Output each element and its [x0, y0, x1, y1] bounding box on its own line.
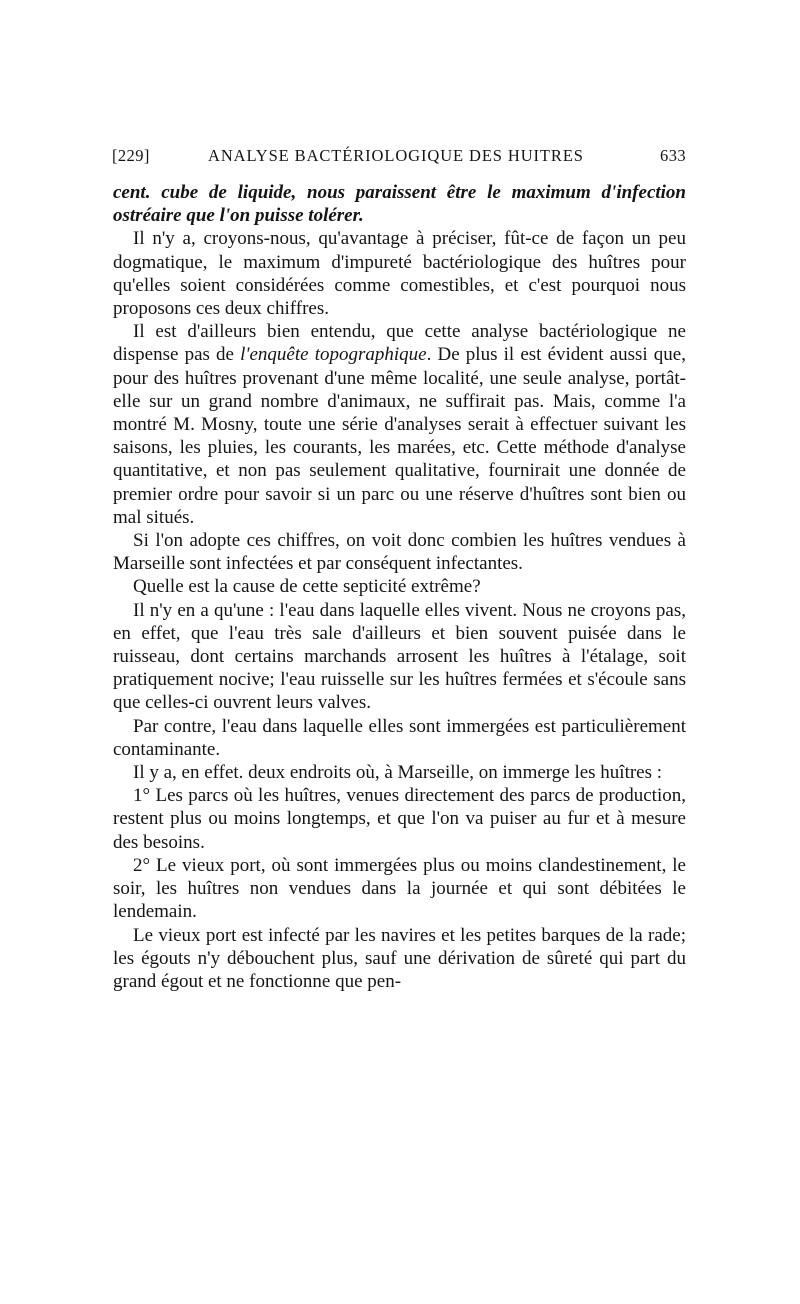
list-item: 2° Le vieux port, où sont immergées plus ou moins clandestinement, le soir, les huîtres non vendues dans la journée et qui sont débitées le lendemain. — [113, 854, 686, 923]
page-reference: [229] — [112, 146, 150, 165]
paragraph: Par contre, l'eau dans laquelle elles sont immergées est particulièrement contaminante. — [113, 715, 686, 760]
paragraph-text: . De plus il est évident aussi que, pour des huîtres provenant d'une même localité, une seule analyse, portât-elle sur un grand nombre d'animaux, ne suffirait pas. Mais, comme l'a montré M. Mosny, toute une série d'analyses serait à effectuer suivant les saisons, les pluies, les courants, les marées, etc. Cette méthode d'analyse quantitative, et non pas seulement qualitative, fournirait une donnée de premier ordre pour savoir si un parc ou une réserve d'huîtres sont bien ou mal situés. — [113, 344, 686, 528]
paragraph-text: Il est d'ailleurs bien entendu, que cette analyse bactériologique ne dispense pas de — [113, 321, 686, 366]
emphasis-text: l'enquête topographique — [240, 344, 427, 366]
running-header — [112, 146, 686, 172]
paragraph: Quelle est la cause de cette septicité extrême? — [133, 576, 481, 598]
body-text — [113, 181, 686, 993]
list-item: 1° Les parcs où les huîtres, venues directement des parcs de production, restent plus ou moins longtemps, et que l'on va puiser au fur et à mesure des besoins. — [113, 785, 686, 853]
paragraph: Il y a, en effet. deux endroits où, à Marseille, on immerge les huîtres : — [133, 762, 663, 784]
paragraph: Il n'y en a qu'une : l'eau dans laquelle elles vivent. Nous ne croyons pas, en effet, que l'eau très sale d'ailleurs et bien souvent puisée dans le ruisseau, dont certains marchands arrosent les huîtres à l'étalage, soit pratiquement nocive; l'eau ruisselle sur les huîtres fermées et s'écoule sans que celles-ci ouvrent leurs valves. — [113, 599, 686, 714]
paragraph-continuation: cent. cube de liquide, nous paraissent être le maximum d'infection ostréaire que l'on puisse tolérer. — [113, 182, 686, 227]
paragraph: Si l'on adopte ces chiffres, on voit donc combien les huîtres vendues à Marseille sont infectées et par conséquent infectantes. — [113, 530, 686, 575]
paragraph — [113, 320, 686, 529]
paragraph: Il n'y a, croyons-nous, qu'avantage à préciser, fût-ce de façon un peu dogmatique, le maximum d'impureté bactériologique des huîtres pour qu'elles soient considérées comme comestibles, et c'est pourquoi nous proposons ces deux chiffres. — [113, 228, 686, 320]
running-title: ANALYSE BACTÉRIOLOGIQUE DES HUITRES — [208, 146, 584, 165]
paragraph: Le vieux port est infecté par les navires et les petites barques de la rade; les égouts n'y débouchent plus, sauf une dérivation de sûreté qui part du grand égout et ne fonctionne que pen- — [113, 924, 686, 992]
page-number: 633 — [660, 146, 686, 165]
